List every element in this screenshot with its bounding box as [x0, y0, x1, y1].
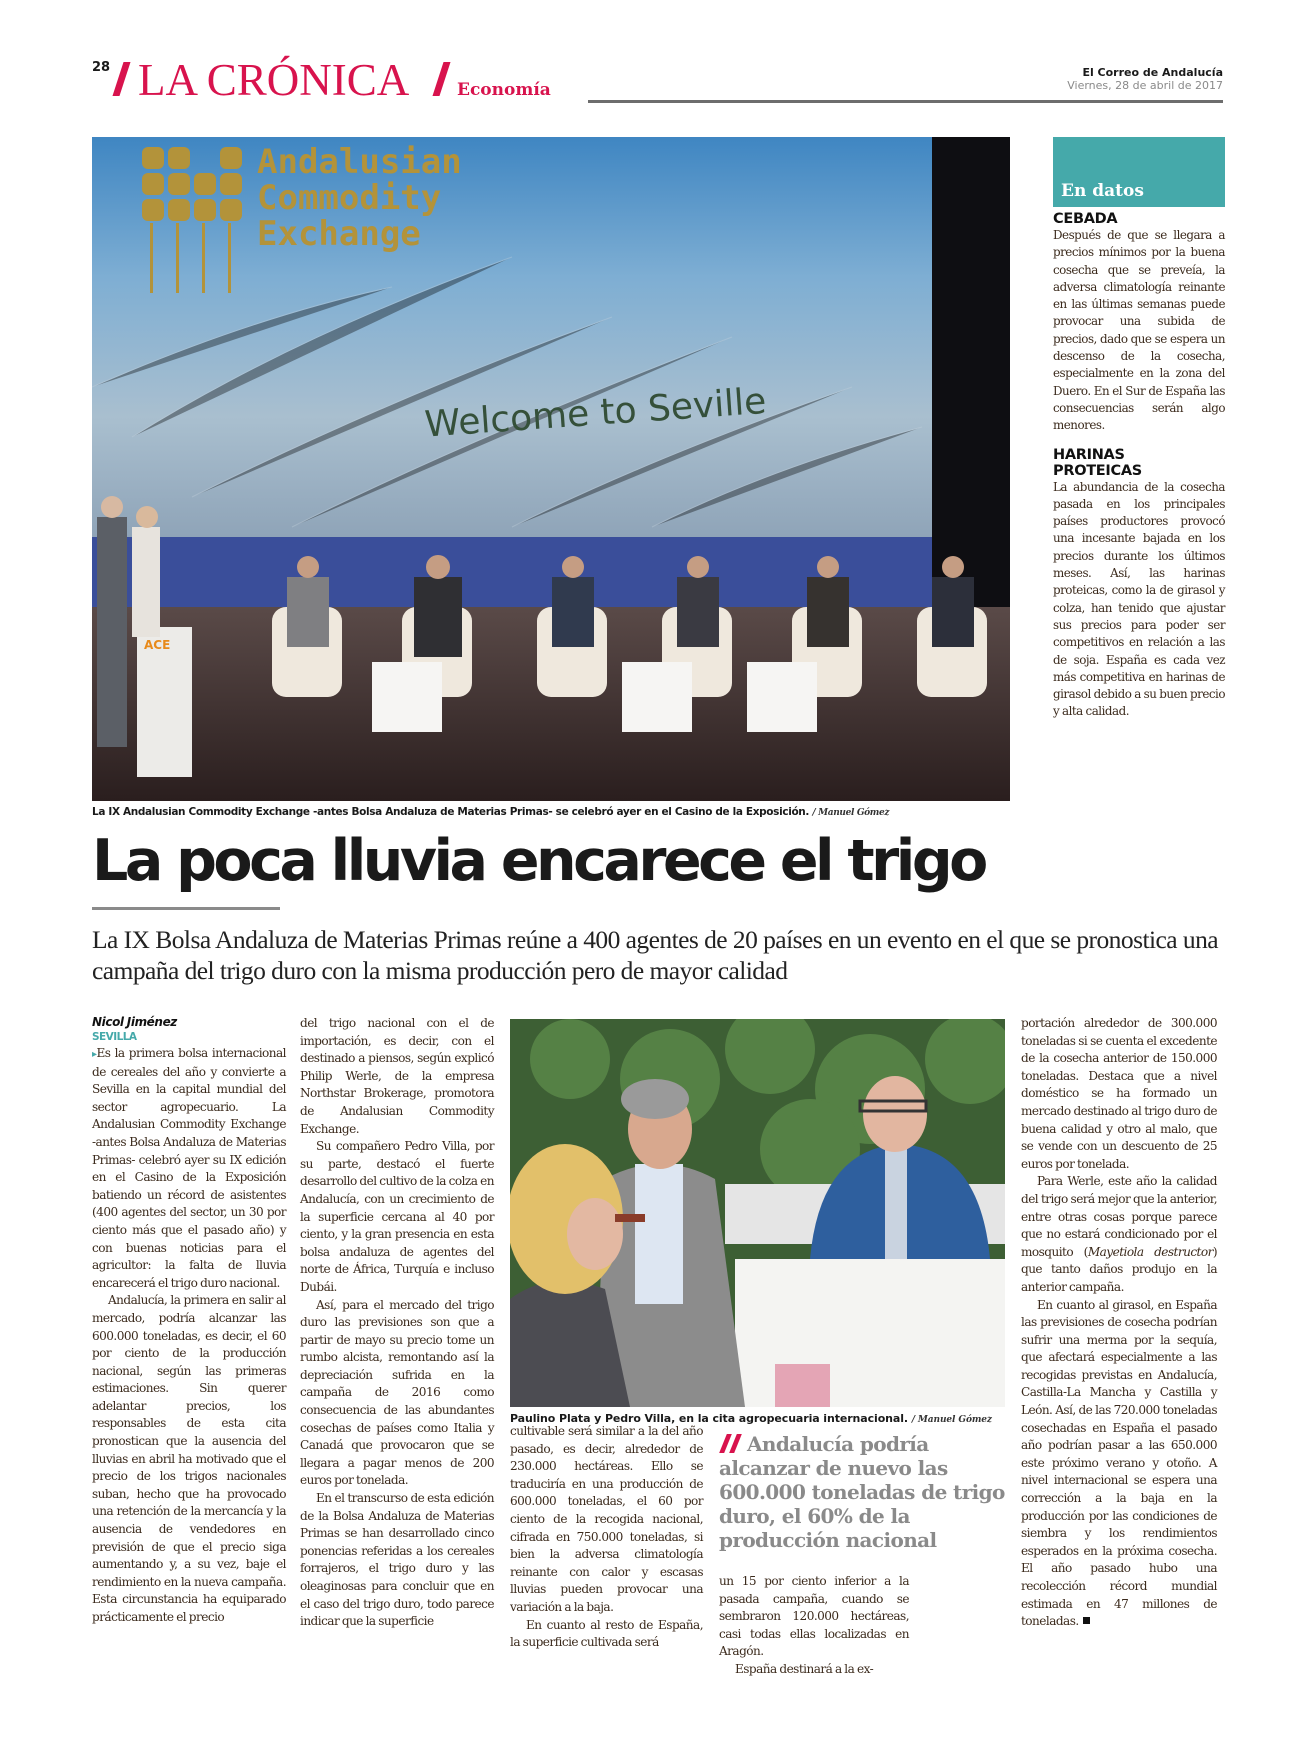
pull-quote: [719, 1432, 1009, 1552]
paragraph-text: ) que tanto daños produjo en la anterior campaña.: [1021, 1244, 1217, 1294]
section-slash-decoration: [112, 62, 130, 96]
article-paragraph: [1021, 1173, 1217, 1296]
article-headline: La poca lluvia encarece el trigo: [92, 828, 985, 894]
article-paragraph: [1021, 1297, 1217, 1631]
article-paragraph: [92, 1045, 286, 1292]
section-title: LA CRÓNICA: [138, 55, 410, 105]
sidebar-heading-box: [1053, 137, 1225, 207]
article-paragraph: del trigo nacional con el de importación, es decir, con el destinado a piensos, según explicó Philip Werle, de la empresa Northstar Brokerage, promotora de Andalusian Commodity Exchange.: [300, 1016, 494, 1136]
sidebar-item-text: La abundancia de la cosecha pasada en los principales países productores provocó una incesante bajada en los precios durante los últimos meses. Así, las harinas proteicas, como la de girasol y colza, han tenido que ajustar sus precios para poder ser competitivos en relación a las de soja. España es cada vez más competitiva en harinas de girasol debido a su buen precio y alta calidad.: [1053, 479, 1225, 719]
sidebar-item-title: HARINAS PROTEICAS: [1053, 446, 1142, 479]
meeting-photo-caption-text: Paulino Plata y Pedro Villa, en la cita agropecuaria internacional.: [510, 1412, 908, 1425]
article-paragraph: Andalucía, la primera en salir al mercado, podría alcanzar las 600.000 toneladas, es decir, el 60 por ciento de la producción nacional, según las primeras estimaciones. Sin querer adelantar precios, los responsables de esta cita pronostican que la ausencia del lluvias en abril ha motivado que el precio de los trigos nacionales suban, hecho que ha provocado una retención de la mercancía y la ausencia de vendedores en previsión de que el precio siga aumentando y, a su vez, baje el rendimiento en la nueva campaña. Esta circunstancia ha equiparado prácticamente el precio: [92, 1293, 286, 1624]
subsection-title: Economía: [457, 80, 551, 100]
screen-logo-line-2: Commodity: [257, 178, 442, 218]
main-photo-caption-text: La IX Andalusian Commodity Exchange -antes Bolsa Andaluza de Materias Primas- se celebró ayer en el Casino de la Exposición.: [92, 806, 810, 818]
main-photo-caption: [92, 806, 889, 818]
quote-mark-icon: [719, 1434, 743, 1452]
article-deck: La IX Bolsa Andaluza de Materias Primas reúne a 400 agentes de 20 países en un evento en el que se pronostica una campaña del trigo duro con la misma producción pero de mayor calidad: [92, 925, 1219, 985]
article-column-2: [300, 1015, 494, 1631]
article-column-1: [92, 1015, 286, 1627]
article-column-5: [1021, 1015, 1217, 1631]
paragraph-text: Es la primera bolsa internacional de cereales del año y convierte a Sevilla en la capital mundial del sector agropecuario. La Andalusian Commodity Exchange -antes Bolsa Andaluza de Materias Primas- celebró ayer su IX edición en el Casino de la Exposición batiendo un récord de asistentes (400 agentes del sector, un 30 por ciento más que el pasado año) y con buenas noticias para el agricultor: la falta de lluvia encarecerá el trigo duro nacional.: [92, 1046, 286, 1290]
paragraph-text: En cuanto al girasol, en España las previsiones de cosecha podrían sufrir una merma por la sequía, que afectará especialmente a las recogidas previstas en Andalucía, Castilla-La Mancha y Castilla y León. Así, de las 720.000 toneladas cosechadas en España el pasado año podrían pasar a las 650.000 este próximo verano y otoño. A nivel internacional se espera una corrección a la baja en la producción por las condiciones de siembra y los rendimientos esperados en la próxima cosecha. El año pasado hubo una recolección récord mundial estimada en 47 millones de toneladas.: [1021, 1297, 1217, 1629]
end-of-article-mark: [1083, 1617, 1090, 1624]
article-paragraph: Así, para el mercado del trigo duro las previsiones son que a partir de mayo su precio tome un rumbo alcista, remontando así la depreciación sufrida en la campaña de 2016 como consecuencia de las abundantes cosechas de países como Italia y Canadá que provocaron que se llegara a pagar menos de 200 euros por tonelada.: [300, 1297, 494, 1488]
author-byline: Nicol Jiménez: [92, 1015, 177, 1029]
screen-logo-line-1: Andalusian: [257, 142, 462, 182]
article-column-3: [510, 1423, 703, 1652]
article-paragraph: En el transcurso de esta edición de la Bolsa Andaluza de Materias Primas se han desarrollado cinco ponencias referidas a los cereales forrajeros, el trigo duro y las oleaginosas para concluir que en el caso del trigo duro, todo parece indicar que la superficie: [300, 1491, 494, 1629]
lead-arrow-icon: ▸: [92, 1049, 97, 1060]
page-number: 28: [92, 60, 111, 75]
pull-quote-text: Andalucía podría alcanzar de nuevo las 600.000 toneladas de trigo duro, el 60% de la producción nacional: [719, 1432, 1005, 1552]
screen-welcome-text: Welcome to Seville: [423, 380, 768, 446]
section-slash-decoration: [432, 62, 450, 96]
article-paragraph: Su compañero Pedro Villa, por su parte, destacó el fuerte desarrollo del cultivo de la colza en Andalucía, con un crecimiento de la superficie cercana al 40 por ciento, y la gran presencia en esta bolsa andaluza de agentes del norte de África, Turquía e incluso Dubái.: [300, 1139, 494, 1294]
article-paragraph: España destinará a la ex-: [735, 1661, 874, 1676]
publication-date: Viernes, 28 de abril de 2017: [1067, 79, 1223, 92]
article-column-4: [719, 1573, 909, 1679]
lectern-logo: ACE: [144, 638, 171, 652]
meeting-photo: [510, 1019, 1005, 1407]
sidebar-item-title: CEBADA: [1053, 211, 1118, 227]
article-paragraph: portación alrededor de 300.000 toneladas si se cuenta el excedente de la cosecha anterior de 150.000 toneladas. Destaca que a nivel doméstico se ha formado un mercado destinado al trigo duro de buena calidad y otro al malo, que se vende con un descuento de 25 euros por tonelada.: [1021, 1016, 1217, 1171]
conference-stage-illustration: [92, 137, 1010, 801]
main-photo: [92, 137, 1010, 801]
meeting-photo-credit: / Manuel Gómez: [911, 1415, 992, 1425]
sidebar-heading: En datos: [1061, 181, 1144, 201]
data-sidebar: [1053, 137, 1225, 721]
article-paragraph: En cuanto al resto de España, la superficie cultivada será: [510, 1617, 703, 1650]
species-name: Mayetiola destructor: [1087, 1244, 1213, 1259]
paragraph-text: Para Werle, este año la calidad del trigo será mejor que la anterior, entre otras cosas porque parece que no estará condicionado por el mosquito (: [1021, 1174, 1217, 1259]
article-paragraph: un 15 por ciento inferior a la pasada campaña, cuando se sembraron 120.000 hectáreas, casi todas ellas localizadas en Aragón.: [719, 1574, 909, 1659]
dateline-city: SEVILLA: [92, 1031, 137, 1043]
header-rule: [588, 100, 1223, 103]
sidebar-item-text: Después de que se llegara a precios mínimos por la buena cosecha que se preveía, la adversa climatología reinante en las últimas semanas puede provocar una subida de precios, dado que se espera un descenso de la cosecha, especialmente en la zona del Duero. En el Sur de España las consecuencias serán algo menores.: [1053, 228, 1225, 433]
headline-rule: [92, 907, 280, 910]
main-photo-credit: / Manuel Gómez: [812, 808, 890, 818]
article-paragraph: cultivable será similar a la del año pasado, es decir, alrededor de 230.000 hectáreas. Ello se traduciría en una producción de 600.000 toneladas, el 60 por ciento de la recogida nacional, cifrada en 750.000 toneladas, si bien la adversa climatología reinante con calor y escasas lluvias pueden provocar una variación a la baja.: [510, 1424, 703, 1614]
meeting-illustration: [510, 1019, 1005, 1407]
newspaper-name: El Correo de Andalucía: [1082, 66, 1223, 79]
screen-logo-line-3: Exchange: [257, 214, 421, 254]
